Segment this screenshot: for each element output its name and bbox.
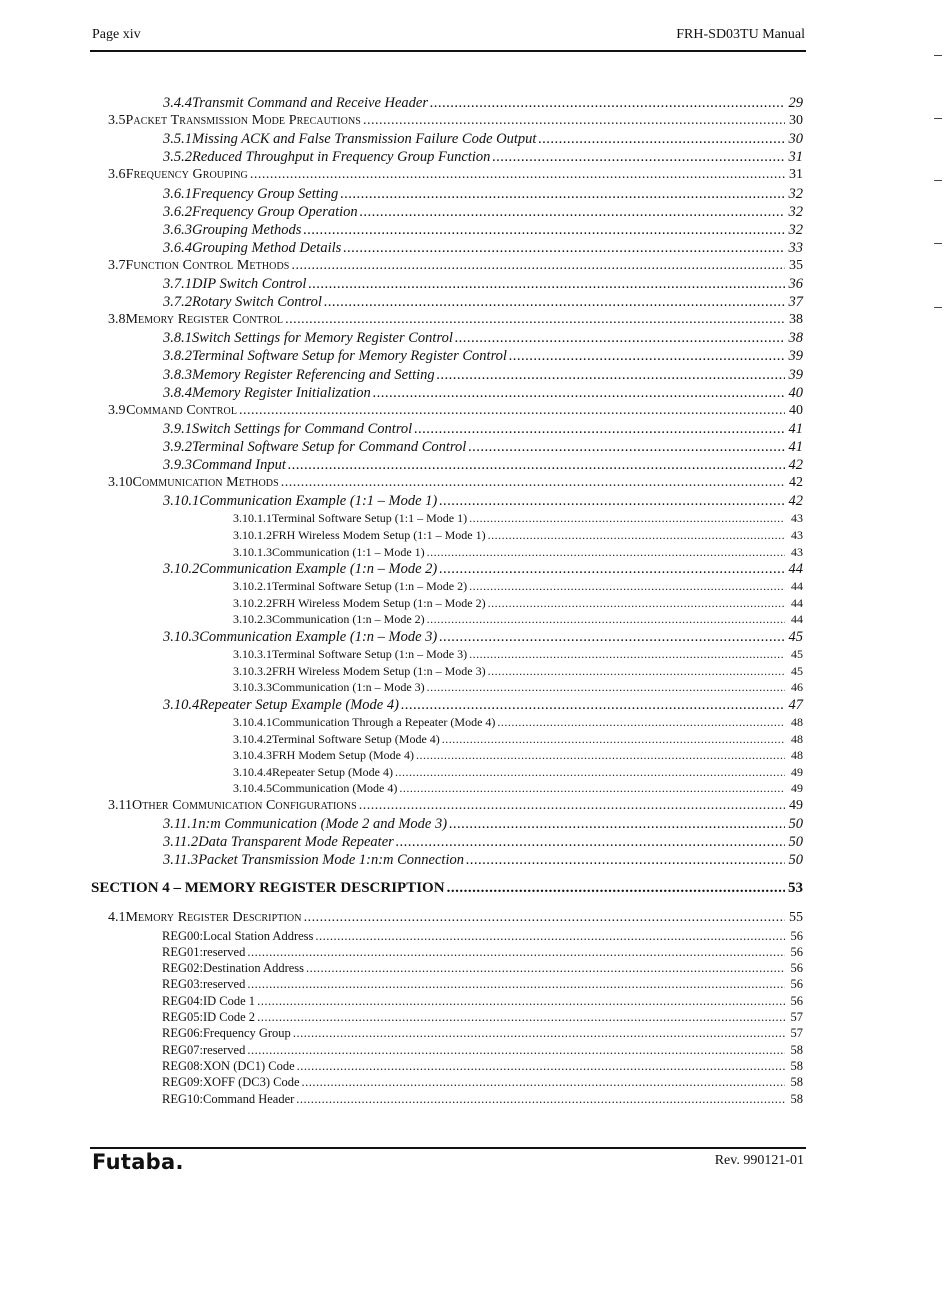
- toc-leader-dots: [488, 664, 785, 679]
- toc-entry-title: Command Header: [202, 1091, 295, 1106]
- toc-entry-title: Communication Example (1:n – Mode 2): [199, 561, 438, 578]
- toc-leader-dots: [395, 765, 785, 780]
- toc-entry-number: 3.9.1: [163, 420, 192, 437]
- toc-entry-page: 48: [791, 715, 803, 729]
- toc-leader-dots: [449, 816, 785, 833]
- toc-entry-number: REG02:: [162, 961, 203, 976]
- toc-entry-page: 32: [788, 221, 803, 238]
- toc-entry-title: reserved: [202, 1042, 246, 1057]
- toc-entry-number: REG04:: [162, 993, 203, 1008]
- toc-entry-number: 3.6.3: [163, 221, 192, 238]
- toc-entry[interactable]: [108, 475, 803, 491]
- toc-entry-page: 58: [790, 1042, 803, 1057]
- toc-entry-number: 3.10: [108, 475, 133, 491]
- toc-entry-title: SECTION 4 – MEMORY REGISTER DESCRIPTION: [91, 880, 445, 897]
- toc-entry[interactable]: [162, 1092, 803, 1107]
- toc-leader-dots: [469, 579, 785, 594]
- toc-entry-number: 3.10.2.2: [233, 595, 272, 610]
- toc-entry-page: 50: [788, 816, 803, 833]
- toc-entry-title: reserved: [202, 944, 246, 959]
- toc-entry[interactable]: [108, 910, 803, 926]
- toc-leader-dots: [296, 1092, 785, 1107]
- toc-entry-title: Memory Register Control: [125, 312, 284, 328]
- toc-entry-page: 49: [791, 764, 803, 779]
- toc-entry-number: REG01:: [162, 944, 203, 959]
- toc-entry-title: Grouping Methods: [192, 221, 302, 238]
- toc-entry-number: 3.7: [108, 257, 126, 273]
- toc-entry-title: Terminal Software Setup for Memory Register Control: [192, 348, 507, 365]
- toc-entry-number: 3.4.4: [163, 95, 192, 111]
- toc-entry-number: 3.10.2.3: [233, 612, 272, 627]
- toc-leader-dots: [427, 680, 785, 695]
- toc-entry[interactable]: [163, 348, 803, 365]
- toc-entry[interactable]: [163, 439, 803, 456]
- toc-entry-title: Transmit Command and Receive Header: [192, 95, 428, 111]
- toc-leader-dots: [257, 1010, 785, 1025]
- toc-entry-number: REG00:: [162, 928, 203, 943]
- toc-entry[interactable]: [163, 493, 803, 510]
- toc-entry-number: 3.5.2: [163, 149, 192, 166]
- toc-entry-page: 58: [790, 1058, 803, 1073]
- toc-leader-dots: [257, 994, 785, 1009]
- toc-entry-number: 3.10.3.2: [233, 663, 272, 678]
- toc-entry[interactable]: [162, 929, 803, 944]
- toc-entry-number: 3.6.4: [163, 239, 192, 256]
- toc-entry-number: 3.6: [108, 167, 126, 183]
- toc-entry-title: FRH Modem Setup (Mode 4): [272, 748, 414, 763]
- toc-entry-number: 3.10.3.1: [233, 647, 272, 662]
- toc-leader-dots: [439, 493, 785, 510]
- toc-entry[interactable]: [163, 697, 803, 714]
- margin-mark: [934, 55, 942, 56]
- toc-leader-dots: [250, 167, 785, 183]
- toc-entry-number: 3.9: [108, 402, 126, 418]
- toc-leader-dots: [308, 276, 785, 293]
- toc-entry[interactable]: [162, 1075, 803, 1090]
- toc-entry-title: Communication (1:1 – Mode 1): [272, 544, 425, 559]
- toc-entry[interactable]: [163, 240, 803, 257]
- toc-entry[interactable]: [91, 880, 803, 897]
- toc-entry-title: Command Input: [192, 457, 286, 473]
- toc-entry-page: 56: [790, 961, 803, 976]
- toc-entry-page: 45: [791, 647, 803, 662]
- toc-entry[interactable]: [233, 732, 803, 747]
- toc-entry-page: 44: [791, 579, 803, 594]
- toc-entry-page: 49: [789, 798, 803, 813]
- toc-entry[interactable]: [162, 1059, 803, 1074]
- toc-entry[interactable]: [163, 330, 803, 347]
- toc-entry-page: 43: [791, 511, 803, 526]
- toc-entry-number: 3.8: [108, 312, 126, 328]
- toc-leader-dots: [455, 330, 785, 347]
- toc-entry[interactable]: [233, 680, 803, 695]
- toc-entry-number: 3.11.2: [163, 834, 199, 851]
- toc-entry-title: Destination Address: [202, 961, 305, 976]
- toc-leader-dots: [447, 880, 785, 897]
- toc-leader-dots: [427, 545, 785, 560]
- toc-leader-dots: [302, 1075, 785, 1090]
- toc-entry-page: 38: [788, 330, 803, 347]
- toc-entry-page: 30: [789, 113, 803, 129]
- toc-entry-title: Function Control Methods: [125, 257, 290, 273]
- toc-entry[interactable]: [163, 852, 803, 869]
- toc-entry[interactable]: [108, 403, 803, 419]
- margin-mark: [934, 243, 942, 244]
- toc-leader-dots: [492, 149, 785, 166]
- toc-entry[interactable]: [162, 961, 803, 976]
- toc-entry-title: Repeater Setup (Mode 4): [272, 764, 393, 779]
- toc-entry-title: Communication Methods: [132, 475, 279, 491]
- toc-entry[interactable]: [163, 561, 803, 578]
- toc-entry-title: FRH Wireless Modem Setup (1:n – Mode 3): [272, 663, 486, 678]
- toc-leader-dots: [437, 367, 785, 384]
- toc-entry-page: 29: [788, 95, 803, 111]
- toc-entry-page: 42: [788, 493, 803, 510]
- toc-entry-number: REG09:: [162, 1075, 203, 1090]
- toc-leader-dots: [401, 697, 785, 714]
- toc-entry-title: Terminal Software Setup (Mode 4): [272, 731, 440, 746]
- toc-entry-number: 3.5.1: [163, 131, 192, 148]
- toc-entry[interactable]: [163, 294, 803, 311]
- toc-entry-page: 33: [788, 239, 803, 256]
- toc-entry-number: 3.11.1: [163, 816, 199, 833]
- toc-entry-title: Data Transparent Mode Repeater: [198, 834, 394, 851]
- toc-leader-dots: [247, 945, 785, 960]
- toc-entry[interactable]: [162, 945, 803, 960]
- toc-entry-page: 38: [789, 312, 803, 328]
- toc-entry-title: Rotary Switch Control: [192, 294, 322, 311]
- toc-entry-number: 4.1: [108, 910, 126, 926]
- toc-entry[interactable]: [233, 715, 803, 730]
- toc-entry-title: Communication (1:n – Mode 2): [272, 612, 425, 627]
- footer-rule: [90, 1147, 806, 1149]
- toc-leader-dots: [304, 910, 785, 926]
- futaba-logo: Futaba.: [92, 1150, 184, 1174]
- toc-entry[interactable]: [162, 1043, 803, 1058]
- toc-entry-title: Frequency Group: [202, 1026, 291, 1041]
- toc-entry-title: n:m Communication (Mode 2 and Mode 3): [198, 816, 448, 833]
- toc-entry-number: REG05:: [162, 1010, 203, 1024]
- toc-leader-dots: [247, 977, 785, 992]
- toc-entry-number: 3.5: [108, 113, 126, 129]
- toc-entry-page: 32: [788, 185, 803, 202]
- toc-leader-dots: [359, 798, 785, 814]
- toc-entry-page: 45: [791, 663, 803, 678]
- toc-entry[interactable]: [233, 664, 803, 679]
- toc-entry-page: 56: [790, 928, 803, 943]
- toc-leader-dots: [509, 348, 785, 365]
- toc-entry-page: 43: [791, 544, 803, 559]
- toc-entry-title: Switch Settings for Memory Register Control: [192, 330, 453, 347]
- toc-entry-number: 3.10.2: [163, 561, 200, 578]
- header-rule: [90, 50, 806, 52]
- toc-entry-number: 3.10.4.1: [233, 715, 272, 729]
- toc-entry-number: REG06:: [162, 1026, 203, 1041]
- toc-entry[interactable]: [108, 167, 803, 183]
- toc-entry-page: 49: [791, 781, 803, 796]
- toc-leader-dots: [427, 612, 785, 627]
- toc-entry-page: 42: [788, 457, 803, 473]
- toc-entry[interactable]: [233, 528, 803, 543]
- margin-mark: [934, 118, 942, 119]
- toc-entry[interactable]: [163, 222, 803, 239]
- toc-entry-title: Grouping Method Details: [192, 239, 342, 256]
- toc-entry-number: REG08:: [162, 1058, 203, 1073]
- toc-entry[interactable]: [163, 149, 803, 166]
- toc-entry-number: 3.8.2: [163, 348, 192, 365]
- toc-entry-page: 57: [790, 1026, 803, 1041]
- toc-entry-page: 32: [788, 203, 803, 220]
- toc-entry-number: 3.10.4.4: [233, 764, 272, 779]
- toc-entry-title: Switch Settings for Command Control: [192, 420, 413, 437]
- margin-mark: [934, 180, 942, 181]
- toc-entry-page: 39: [788, 366, 803, 383]
- toc-leader-dots: [293, 1026, 785, 1041]
- toc-entry-number: 3.10.3: [163, 629, 200, 645]
- toc-entry-number: 3.6.1: [163, 185, 192, 202]
- toc-leader-dots: [373, 385, 785, 402]
- toc-entry[interactable]: [163, 367, 803, 384]
- toc-entry[interactable]: [233, 545, 803, 560]
- margin-mark: [934, 307, 942, 308]
- toc-entry[interactable]: [233, 511, 803, 526]
- toc-entry-title: Terminal Software Setup (1:n – Mode 2): [272, 579, 468, 594]
- toc-entry-page: 46: [791, 680, 803, 695]
- toc-entry-title: reserved: [202, 977, 246, 992]
- toc-leader-dots: [306, 961, 785, 976]
- toc-leader-dots: [439, 561, 785, 578]
- toc-entry[interactable]: [233, 596, 803, 611]
- toc-entry-number: REG10:: [162, 1091, 203, 1106]
- toc-entry[interactable]: [163, 95, 803, 112]
- toc-entry[interactable]: [163, 204, 803, 221]
- toc-entry[interactable]: [233, 781, 803, 796]
- toc-entry-page: 58: [790, 1091, 803, 1106]
- toc-entry[interactable]: [233, 765, 803, 780]
- toc-entry-page: 36: [788, 276, 803, 292]
- toc-entry-title: Terminal Software Setup (1:n – Mode 3): [272, 647, 468, 662]
- toc-entry-title: Frequency Group Setting: [192, 185, 339, 202]
- toc-entry-number: 3.10.4.5: [233, 781, 272, 796]
- toc-entry-title: Terminal Software Setup for Command Control: [192, 438, 467, 455]
- toc-leader-dots: [297, 1059, 785, 1074]
- toc-leader-dots: [538, 131, 785, 148]
- toc-entry-title: Memory Register Initialization: [192, 384, 371, 401]
- toc-entry-number: REG03:: [162, 977, 203, 992]
- toc-entry-page: 40: [788, 384, 803, 401]
- toc-entry-title: Command Control: [126, 402, 238, 418]
- toc-leader-dots: [414, 421, 785, 438]
- toc-entry-number: 3.9.3: [163, 457, 192, 473]
- toc-entry-number: 3.10.1.2: [233, 527, 272, 542]
- toc-entry-number: 3.10.1: [163, 493, 200, 510]
- toc-entry-page: 41: [788, 420, 803, 437]
- toc-entry-title: Reduced Throughput in Frequency Group Function: [192, 149, 491, 166]
- toc-entry-title: XOFF (DC3) Code: [202, 1075, 300, 1090]
- toc-leader-dots: [439, 629, 785, 646]
- toc-entry-page: 37: [788, 294, 803, 311]
- toc-leader-dots: [324, 294, 785, 311]
- toc-leader-dots: [442, 732, 785, 747]
- toc-entry-title: ID Code 2: [202, 1010, 256, 1024]
- toc-entry-page: 55: [789, 910, 803, 926]
- toc-entry-number: 3.10.1.1: [233, 511, 272, 526]
- toc-entry[interactable]: [163, 816, 803, 833]
- toc-leader-dots: [497, 715, 785, 730]
- toc-entry-number: 3.10.3.3: [233, 680, 272, 695]
- toc-entry[interactable]: [108, 798, 803, 814]
- toc-entry[interactable]: [162, 994, 803, 1009]
- toc-leader-dots: [239, 403, 785, 419]
- toc-entry-title: Communication Example (1:1 – Mode 1): [199, 493, 438, 510]
- toc-entry-number: 3.7.1: [163, 276, 192, 292]
- toc-leader-dots: [288, 457, 785, 474]
- toc-entry-title: Packet Transmission Mode 1:n:m Connection: [198, 852, 464, 869]
- toc-entry[interactable]: [163, 834, 803, 851]
- toc-entry-page: 43: [791, 527, 803, 542]
- toc-entry-title: Frequency Group Operation: [192, 203, 358, 220]
- toc-entry-page: 53: [788, 880, 803, 897]
- toc-entry[interactable]: [163, 629, 803, 646]
- toc-entry-title: XON (DC1) Code: [202, 1058, 295, 1073]
- toc-entry-page: 40: [789, 402, 803, 418]
- toc-entry-page: 41: [788, 438, 803, 455]
- toc-entry-title: DIP Switch Control: [192, 276, 307, 292]
- toc-entry-title: Packet Transmission Mode Precautions: [125, 113, 361, 129]
- toc-entry-page: 56: [790, 944, 803, 959]
- toc-entry-page: 44: [791, 595, 803, 610]
- toc-entry-page: 45: [788, 629, 803, 645]
- toc-entry-number: 3.10.1.3: [233, 544, 272, 559]
- toc-entry-title: ID Code 1: [202, 993, 256, 1008]
- toc-entry-number: 3.8.3: [163, 366, 192, 383]
- toc-entry-page: 50: [788, 834, 803, 851]
- toc-entry-page: 47: [788, 696, 803, 713]
- toc-entry-number: 3.8.1: [163, 330, 192, 347]
- toc-entry-title: Communication (Mode 4): [272, 781, 398, 796]
- toc-leader-dots: [399, 781, 785, 796]
- toc-entry-number: 3.10.4.2: [233, 731, 272, 746]
- toc-entry[interactable]: [233, 647, 803, 662]
- toc-leader-dots: [469, 647, 785, 662]
- toc-leader-dots: [363, 113, 785, 129]
- toc-entry[interactable]: [163, 186, 803, 203]
- toc-entry-number: 3.11.3: [163, 852, 199, 869]
- toc-entry[interactable]: [162, 1010, 803, 1025]
- toc-entry-page: 35: [789, 257, 803, 273]
- toc-entry-page: 44: [788, 561, 803, 578]
- toc-entry[interactable]: [163, 276, 803, 293]
- page-number: Page xiv: [92, 27, 141, 42]
- toc-entry[interactable]: [163, 457, 803, 474]
- toc-leader-dots: [430, 95, 785, 112]
- toc-leader-dots: [315, 929, 785, 944]
- toc-leader-dots: [291, 258, 785, 274]
- toc-leader-dots: [488, 528, 785, 543]
- toc-entry-title: Communication (1:n – Mode 3): [272, 680, 425, 695]
- toc-entry-title: Local Station Address: [202, 928, 314, 943]
- toc-entry-page: 48: [791, 748, 803, 763]
- toc-entry-title: Memory Register Description: [125, 910, 302, 926]
- toc-entry-page: 39: [788, 348, 803, 365]
- toc-entry[interactable]: [108, 113, 803, 129]
- toc-entry-title: Repeater Setup Example (Mode 4): [199, 696, 399, 713]
- toc-entry-title: Communication Through a Repeater (Mode 4): [272, 715, 496, 729]
- toc-entry[interactable]: [233, 612, 803, 627]
- toc-entry-title: Terminal Software Setup (1:1 – Mode 1): [272, 511, 468, 526]
- toc-leader-dots: [468, 439, 785, 456]
- toc-entry[interactable]: [162, 977, 803, 992]
- toc-leader-dots: [303, 222, 785, 239]
- toc-entry-page: 31: [788, 149, 803, 166]
- toc-entry-number: 3.10.4.3: [233, 748, 272, 763]
- toc-leader-dots: [247, 1043, 785, 1058]
- toc-entry-page: 31: [789, 167, 803, 183]
- toc-entry-page: 30: [788, 131, 803, 148]
- toc-leader-dots: [285, 312, 785, 328]
- toc-entry-page: 50: [788, 852, 803, 869]
- toc-entry-number: 3.8.4: [163, 384, 192, 401]
- toc-leader-dots: [340, 186, 785, 203]
- toc-entry-page: 48: [791, 731, 803, 746]
- toc-entry-title: Communication Example (1:n – Mode 3): [199, 629, 438, 645]
- toc-entry-page: 57: [790, 1010, 803, 1024]
- toc-entry[interactable]: [163, 385, 803, 402]
- document-title: FRH-SD03TU Manual: [676, 27, 805, 42]
- toc-entry-page: 56: [790, 977, 803, 992]
- toc-entry[interactable]: [163, 131, 803, 148]
- toc-entry-title: Missing ACK and False Transmission Failure Code Output: [192, 131, 537, 148]
- page-header: [92, 27, 805, 49]
- toc-entry[interactable]: [108, 258, 803, 274]
- toc-leader-dots: [466, 852, 785, 869]
- toc-entry-title: Memory Register Referencing and Setting: [192, 366, 435, 383]
- toc-entry-number: 3.6.2: [163, 203, 192, 220]
- toc-entry-page: 44: [791, 612, 803, 627]
- toc-entry-number: 3.10.4: [163, 696, 200, 713]
- toc-entry[interactable]: [162, 1026, 803, 1041]
- toc-entry-number: 3.10.2.1: [233, 579, 272, 594]
- toc-leader-dots: [281, 475, 785, 491]
- toc-leader-dots: [343, 240, 785, 257]
- toc-leader-dots: [396, 834, 785, 851]
- toc-entry-page: 42: [789, 475, 803, 491]
- toc-entry[interactable]: [233, 748, 803, 763]
- toc-entry-page: 58: [790, 1075, 803, 1090]
- toc-entry-number: 3.7.2: [163, 294, 192, 311]
- toc-leader-dots: [416, 748, 785, 763]
- toc-entry-number: 3.9.2: [163, 438, 192, 455]
- toc-leader-dots: [469, 511, 785, 526]
- toc-leader-dots: [360, 204, 785, 221]
- toc-entry-title: FRH Wireless Modem Setup (1:1 – Mode 1): [272, 527, 486, 542]
- toc-entry-title: Other Communication Configurations: [131, 798, 357, 813]
- toc-entry-page: 56: [790, 993, 803, 1008]
- toc-leader-dots: [488, 596, 785, 611]
- toc-entry[interactable]: [163, 421, 803, 438]
- toc-entry-title: Frequency Grouping: [125, 167, 248, 183]
- toc-entry[interactable]: [108, 312, 803, 328]
- toc-entry-number: 3.11: [108, 798, 132, 813]
- revision-number: Rev. 990121-01: [714, 1153, 804, 1168]
- toc-entry[interactable]: [233, 579, 803, 594]
- toc-entry-title: FRH Wireless Modem Setup (1:n – Mode 2): [272, 595, 486, 610]
- toc-entry-number: REG07:: [162, 1042, 203, 1057]
